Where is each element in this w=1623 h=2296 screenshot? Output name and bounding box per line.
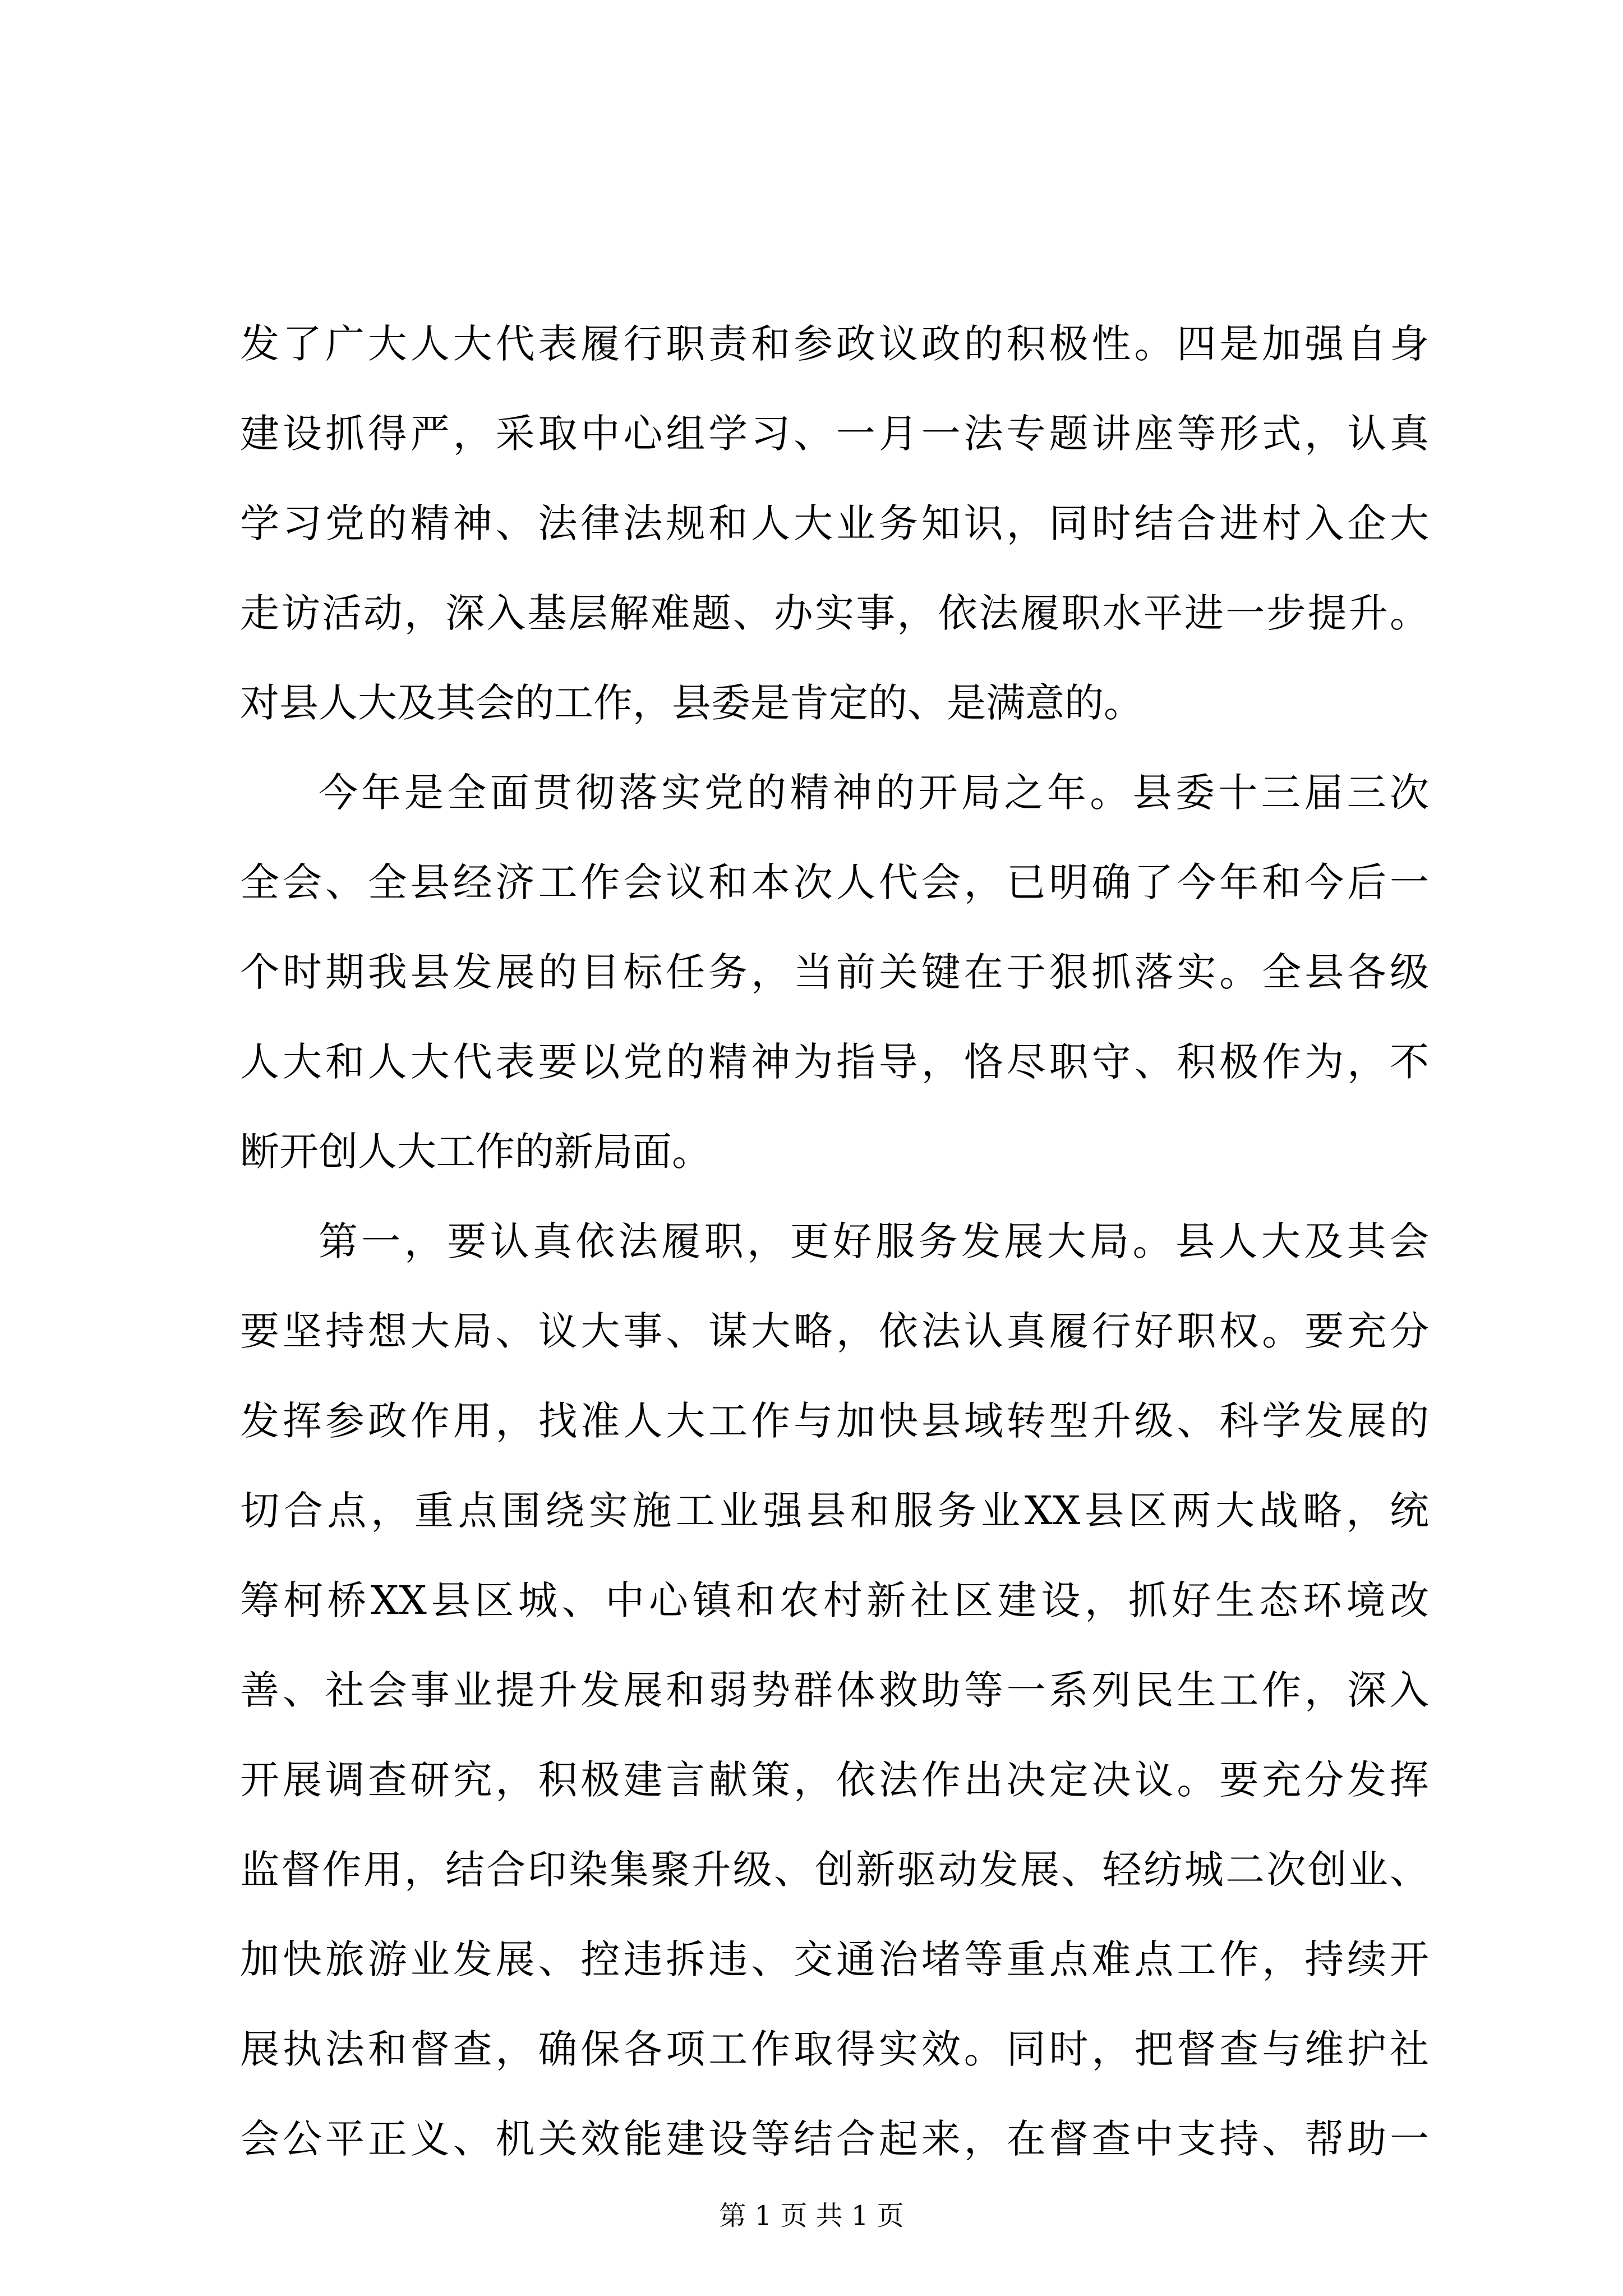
text-line: 建设抓得严，采取中心组学习、一月一法专题讲座等形式，认真 [240,411,1429,457]
paragraph-first-line: 今年是全面贯彻落实党的精神的开局之年。县委十三届三次 [319,770,1429,816]
text-line: 全会、全县经济工作会议和本次人代会，已明确了今年和今后一 [240,859,1429,905]
text-line: 切合点，重点围绕实施工业强县和服务业XX县区两大战略，统 [240,1488,1429,1534]
text-line: 学习党的精神、法律法规和人大业务知识，同时结合进村入企大 [240,500,1429,546]
text-line: 对县人大及其会的工作，县委是肯定的、是满意的。 [240,680,1143,726]
text-line: 筹柯桥XX县区城、中心镇和农村新社区建设，抓好生态环境改 [240,1577,1429,1623]
text-line: 个时期我县发展的目标任务，当前关键在于狠抓落实。全县各级 [240,949,1429,995]
text-line: 发了广大人大代表履行职责和参政议政的积极性。四是加强自身 [240,321,1429,367]
paragraph-first-line: 第一，要认真依法履职，更好服务发展大局。县人大及其会 [319,1218,1429,1264]
text-line: 善、社会事业提升发展和弱势群体救助等一系列民生工作，深入 [240,1667,1429,1713]
text-line: 监督作用，结合印染集聚升级、创新驱动发展、轻纺城二次创业、 [240,1847,1429,1893]
text-line: 人大和人大代表要以党的精神为指导，恪尽职守、积极作为，不 [240,1039,1429,1085]
text-line: 展执法和督查，确保各项工作取得实效。同时，把督查与维护社 [240,2026,1429,2072]
text-line: 断开创人大工作的新局面。 [240,1129,711,1175]
text-line: 开展调查研究，积极建言献策，依法作出决定决议。要充分发挥 [240,1757,1429,1803]
page-number-footer: 第 1 页 共 1 页 [719,2200,904,2231]
text-line: 走访活动，深入基层解难题、办实事，依法履职水平进一步提升。 [240,590,1429,636]
text-line: 会公平正义、机关效能建设等结合起来，在督查中支持、帮助一 [240,2116,1429,2162]
text-line: 要坚持想大局、议大事、谋大略，依法认真履行好职权。要充分 [240,1308,1429,1354]
text-line: 加快旅游业发展、控违拆违、交通治堵等重点难点工作，持续开 [240,1936,1429,1982]
text-line: 发挥参政作用，找准人大工作与加快县域转型升级、科学发展的 [240,1398,1429,1444]
